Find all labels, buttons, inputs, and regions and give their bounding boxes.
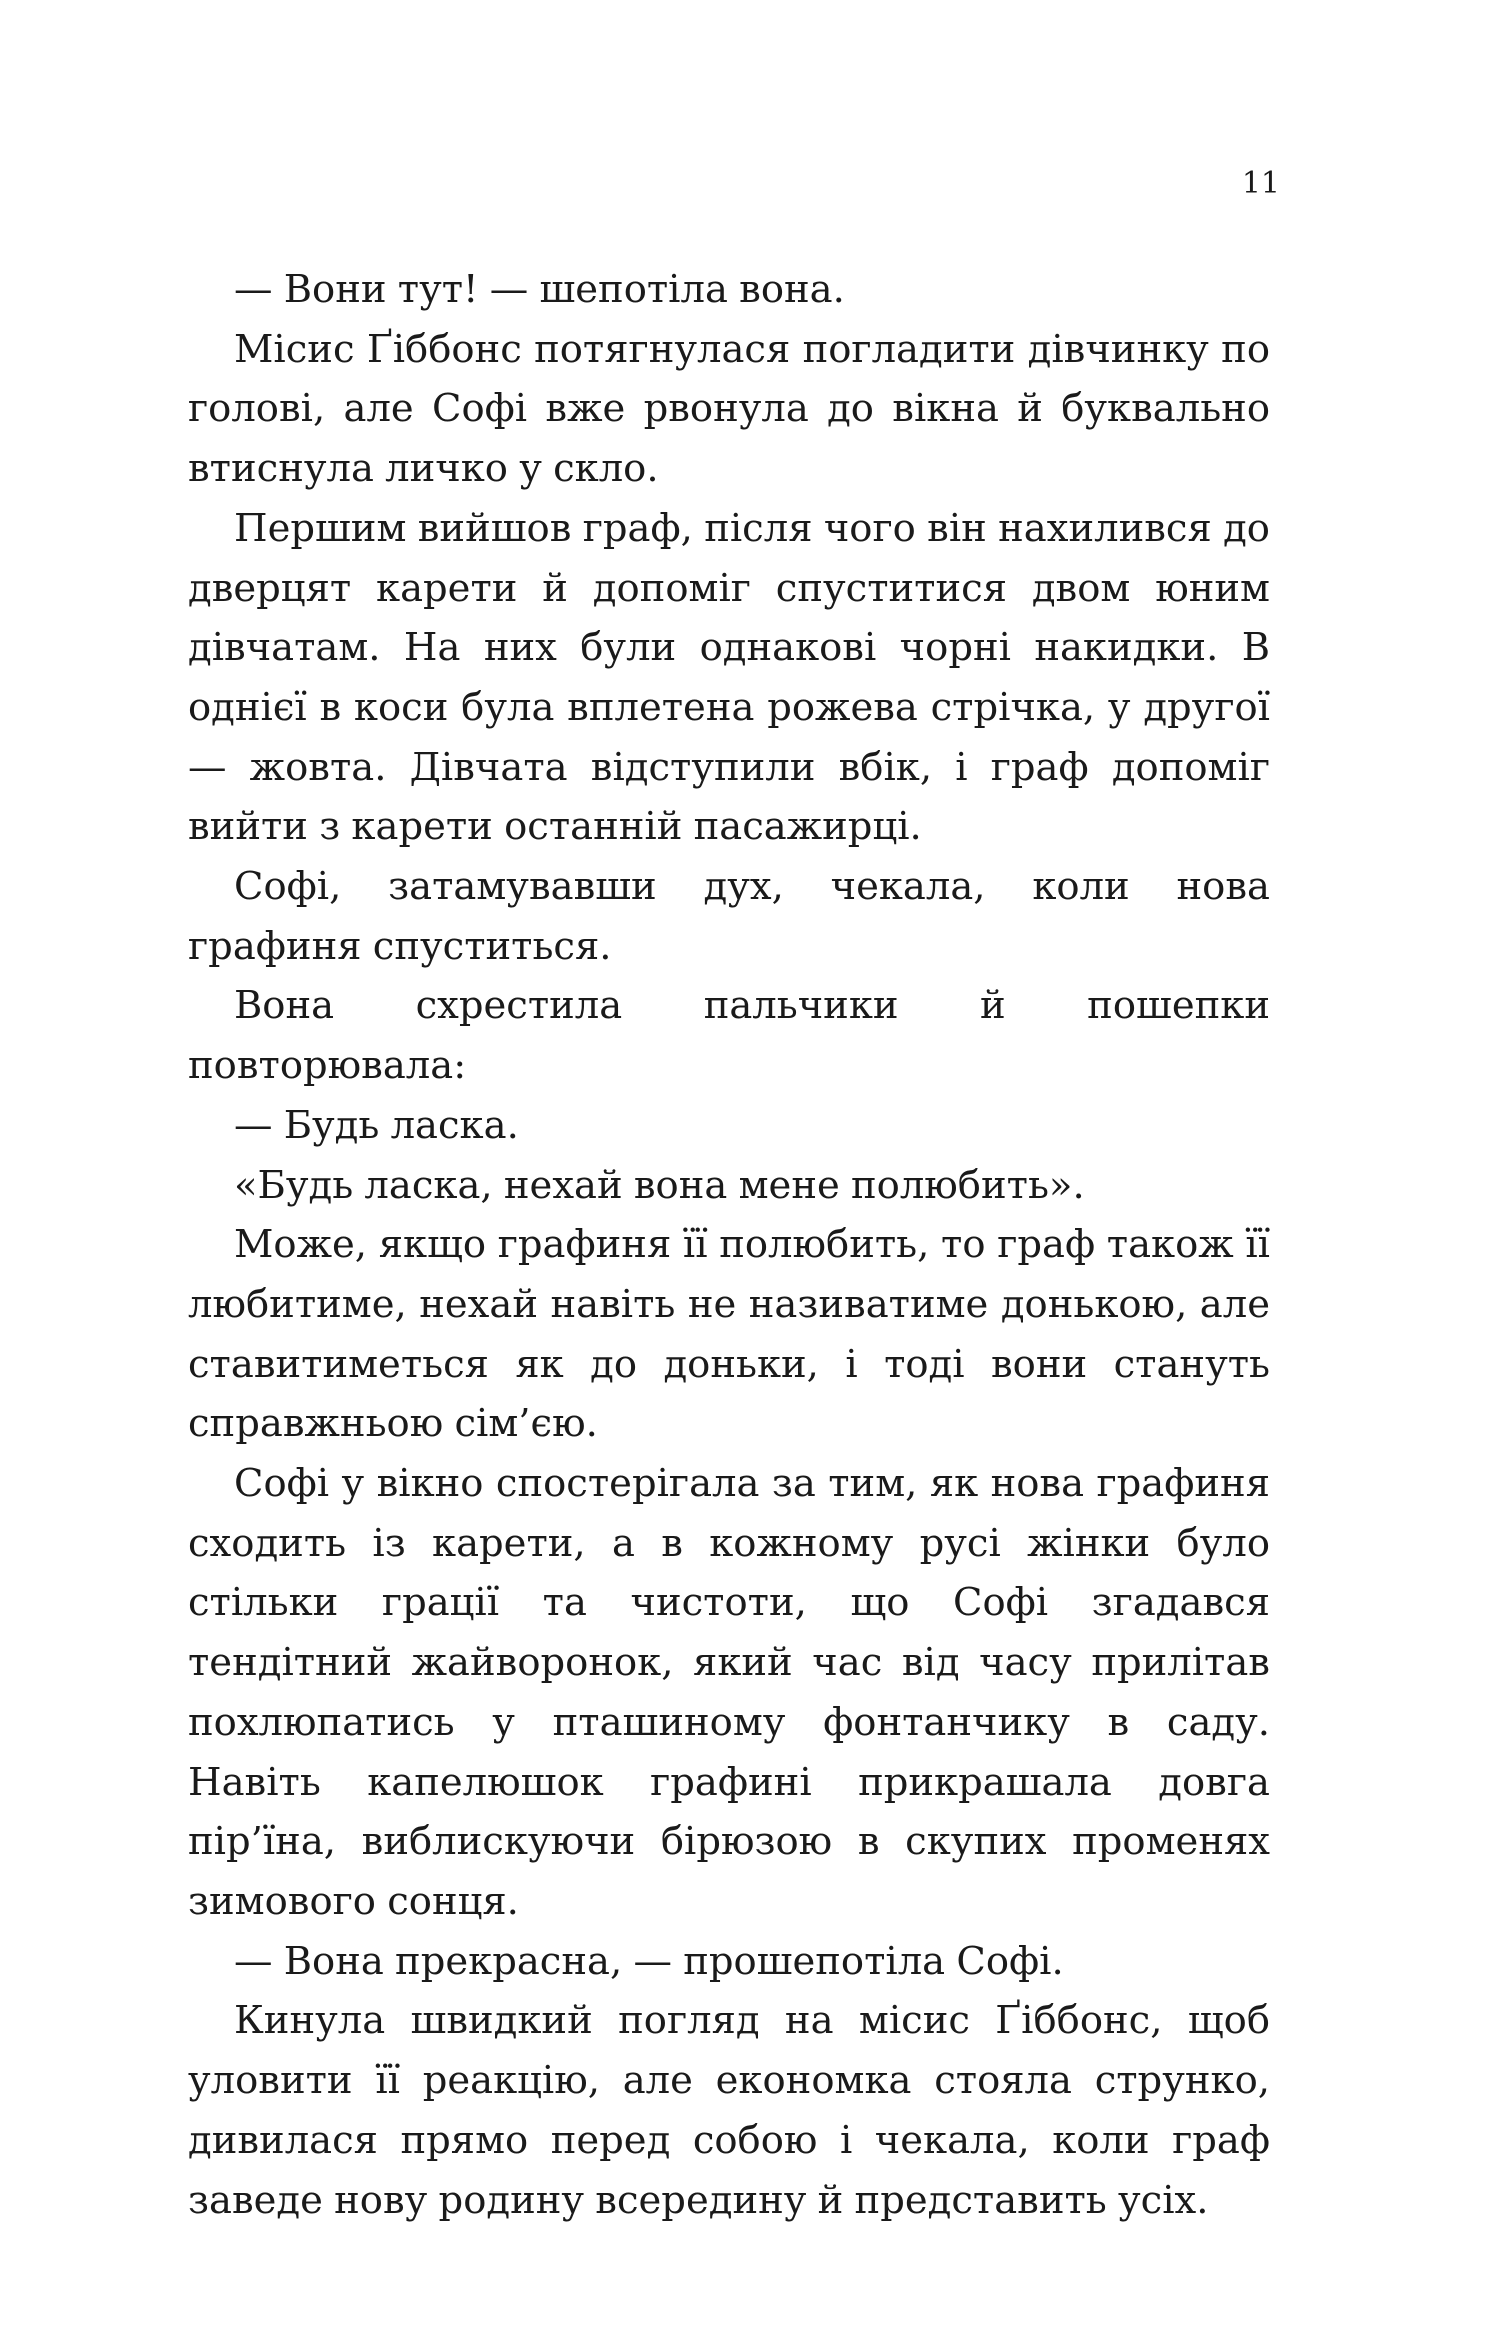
paragraph: Може, якщо графиня її полюбить, то граф також її любитиме, нехай навіть не називатиме донькою, але ставитиметься як до доньки, і тоді вони стануть справжньою сім’єю. (188, 1222, 1270, 1447)
page-number: 11 (1241, 166, 1280, 201)
paragraph: Софі, затамувавши дух, чекала, коли нова графиня спуститься. (188, 864, 1270, 969)
paragraph: Першим вийшов граф, після чого він нахилився до дверцят карети й допоміг спуститися двом юним дівчатам. На них були однакові чорні накидки. В однієї в коси була вплетена рожева стрічка, у другої — жовта. Дівчата відступили вбік, і граф допоміг вийти з карети останній пасажирці. (188, 505, 1270, 850)
body-text (188, 260, 1270, 2230)
paragraph: — Вона прекрасна, — прошепотіла Софі. (234, 1938, 1064, 1984)
paragraph: Кинула швидкий погляд на місис Ґіббонс, щоб уловити її реакцію, але економка стояла струнко, дивилася прямо перед собою і чекала, коли граф заведе нову родину всередину й представить усіх. (188, 1998, 1270, 2223)
paragraph: — Вони тут! — шепотіла вона. (234, 267, 845, 312)
paragraph: Вона схрестила пальчики й пошепки повторювала: (188, 983, 1270, 1089)
paragraph: «Будь ласка, нехай вона мене полюбить». (234, 1162, 1085, 1208)
paragraph: Місис Ґіббонс потягнулася погладити дівчинку по голові, але Софі вже рвонула до вікна й буквально втиснула личко у скло. (188, 326, 1270, 492)
paragraph: Софі у вікно спостерігала за тим, як нова графиня сходить із карети, а в кожному русі жінки було стільки грації та чистоти, що Софі згадався тендітний жайворонок, який час від часу прилітав похлюпатись у пташиному фонтанчику в саду. Навіть капелюшок графині прикрашала довга пір’їна, виблискуючи бірюзою в скупих променях зимового сонця. (188, 1461, 1270, 1924)
paragraph: — Будь ласка. (234, 1102, 519, 1148)
